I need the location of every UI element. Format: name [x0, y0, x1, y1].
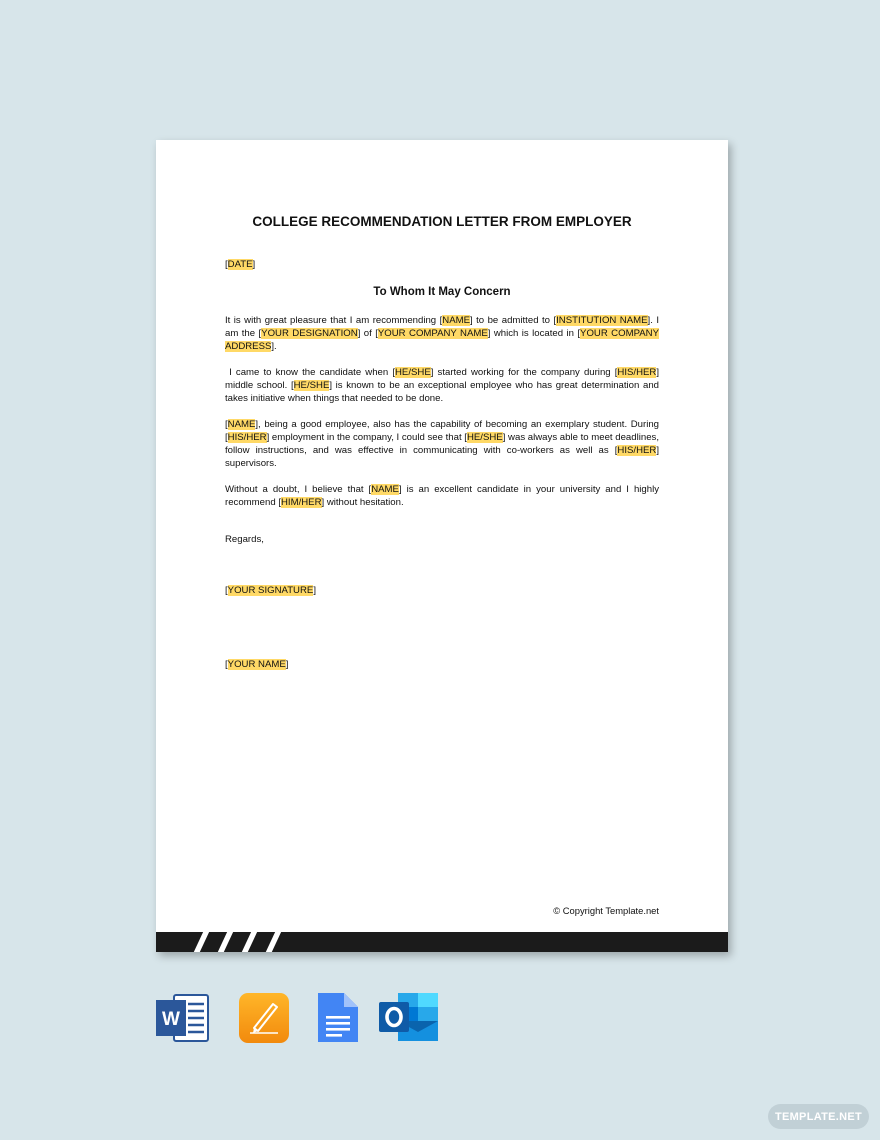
text-run: ] without hesitation. [321, 497, 404, 508]
placeholder-field: HIM/HER [280, 497, 322, 508]
text-run: I came to know the candidate when [ [225, 367, 395, 378]
placeholder-field: YOUR COMPANY ADDRESS [225, 328, 659, 352]
document-title: COLLEGE RECOMMENDATION LETTER FROM EMPLOYER [252, 214, 632, 229]
text-run: ]. [271, 341, 277, 352]
svg-text:W: W [162, 1009, 180, 1030]
placeholder-field: HE/SHE [293, 380, 330, 391]
text-run: ] is known to be an exceptional employee who has great determination and takes initiative when things that needed to be done. [225, 380, 660, 404]
paragraph-qualities [225, 418, 659, 470]
text-run: ]. I am the [ [225, 315, 659, 339]
placeholder-field: HE/SHE [395, 367, 431, 378]
footer-bar [156, 932, 728, 952]
text-run: ] employment in the company, I could see that [ [266, 432, 467, 443]
signature-line [225, 584, 659, 597]
text-run: [ [225, 419, 228, 430]
footer-stripe [192, 932, 210, 952]
microsoft-word-icon[interactable] [156, 992, 210, 1044]
text-run: ] supervisors. [225, 445, 659, 469]
placeholder-field: YOUR COMPANY NAME [377, 328, 488, 339]
text-run: ] [313, 585, 316, 596]
paragraph-conclusion [225, 483, 659, 509]
placeholder-field: YOUR SIGNATURE [227, 585, 314, 596]
template-net-badge[interactable]: TEMPLATE.NET [768, 1104, 869, 1129]
footer-stripe [264, 932, 282, 952]
text-run: It is with great pleasure that I am recommending [ [225, 315, 443, 326]
placeholder-field: HIS/HER [227, 432, 267, 443]
placeholder-field: HIS/HER [617, 445, 657, 456]
placeholder-field: NAME [371, 484, 399, 495]
text-run: ] [285, 659, 289, 670]
placeholder-field: YOUR NAME [227, 659, 286, 670]
bracket: [ [225, 259, 228, 270]
text-run: Without a doubt, I believe that [ [225, 484, 372, 495]
text-run: ] middle school. [ [225, 367, 659, 391]
text-run: ] of [ [357, 328, 378, 339]
placeholder-field: NAME [442, 315, 470, 326]
placeholder-field: HE/SHE [466, 432, 503, 443]
microsoft-outlook-icon[interactable] [378, 992, 432, 1044]
text-run: ] started working for the company during [ [430, 367, 618, 378]
footer-stripe [216, 932, 234, 952]
text-run: ], being a good employee, also has the capability of becoming an exemplary student. During [ [225, 419, 659, 443]
text-run: ] was always able to meet deadlines, follow instructions, and was effective in communicating with co-workers as well as [ [225, 432, 659, 456]
document-page [156, 140, 728, 952]
text-run: [ [225, 659, 228, 670]
apple-pages-icon[interactable] [238, 992, 292, 1044]
name-line [225, 658, 659, 671]
bracket: ] [252, 259, 256, 270]
text-run: [ [225, 585, 228, 596]
placeholder-field: NAME [227, 419, 256, 430]
text-run: ] to be admitted to [ [470, 315, 557, 326]
text-run: ] is an excellent candidate in your university and I highly recommend [ [225, 484, 660, 508]
paragraph-background [225, 366, 659, 405]
salutation: To Whom It May Concern [373, 286, 511, 298]
google-docs-icon[interactable] [312, 992, 366, 1044]
footer-stripe [240, 932, 258, 952]
date-line [225, 258, 659, 271]
date-placeholder: DATE [227, 259, 253, 270]
placeholder-field: HIS/HER [617, 367, 657, 378]
placeholder-field: YOUR DESIGNATION [261, 328, 358, 339]
text-run: ] which is located in [ [487, 328, 581, 339]
paragraph-intro [225, 314, 659, 353]
placeholder-field: INSTITUTION NAME [556, 315, 648, 326]
copyright-notice: © Copyright Template.net [553, 905, 659, 916]
closing-line: Regards, [225, 534, 264, 545]
